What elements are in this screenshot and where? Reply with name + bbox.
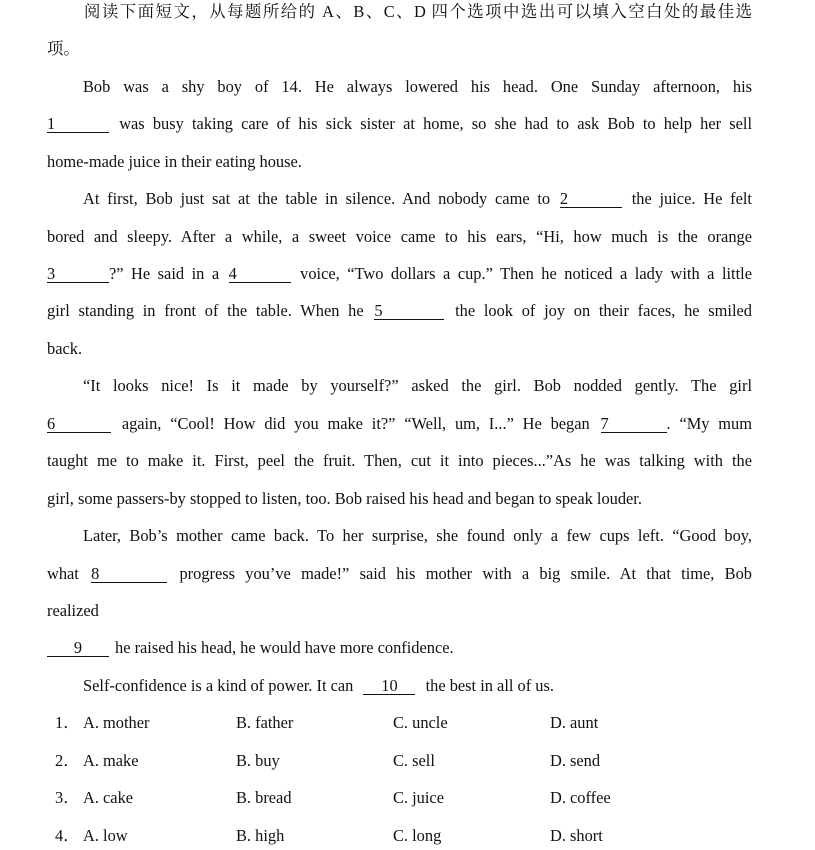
option-a: A. low xyxy=(83,826,128,845)
passage-text: again, “Cool! How did you make it?” “Well, um, I...” He began xyxy=(121,414,590,433)
option-d: D. send xyxy=(550,751,601,770)
option-c: C. sell xyxy=(393,751,435,770)
passage-p1-line-3: home-made juice in their eating house. xyxy=(47,152,302,171)
passage-text: progress you’ve made!” said his mother with a big smile. At that time, Bob xyxy=(179,564,752,583)
passage-text: . “My mum xyxy=(666,414,752,433)
passage-p3-line-1: “It looks nice! Is it made by yourself?” asked the girl. Bob nodded gently. The girl xyxy=(83,376,752,395)
option-a: A. mother xyxy=(83,713,150,732)
passage-p3-line-3: taught me to make it. First, peel the fruit. Then, cut it into pieces...”As he was talking with the xyxy=(47,451,752,470)
option-b: B. father xyxy=(236,713,294,732)
passage-p4-line-3: realized xyxy=(47,601,99,620)
blank-10: 10 xyxy=(363,677,415,695)
option-c: C. juice xyxy=(393,788,444,807)
passage-p4-line-4 xyxy=(47,638,752,658)
passage-p1-line-1: Bob was a shy boy of 14. He always lowered his head. One Sunday afternoon, his xyxy=(83,77,752,96)
question-number: 4． xyxy=(55,826,80,845)
option-d: D. aunt xyxy=(550,713,599,732)
option-c: C. uncle xyxy=(393,713,448,732)
option-d: D. short xyxy=(550,826,603,845)
option-a: A. make xyxy=(83,751,139,770)
passage-text: ?” He said in a xyxy=(109,264,220,283)
option-b: B. bread xyxy=(236,788,292,807)
blank-3: 3 xyxy=(47,265,109,283)
passage-p3-line-2 xyxy=(47,414,752,434)
passage-p1-line-2 xyxy=(47,114,752,134)
passage-text: voice, “Two dollars a cup.” Then he noticed a lady with a little xyxy=(300,264,752,283)
passage-p3-line-4: girl, some passers-by stopped to listen, too. Bob raised his head and began to speak louder. xyxy=(47,489,642,508)
passage-text: the best in all of us. xyxy=(425,676,554,695)
blank-4: 4 xyxy=(229,265,291,283)
option-b: B. buy xyxy=(236,751,280,770)
question-number: 1． xyxy=(55,713,80,732)
blank-9: 9 xyxy=(47,639,109,657)
passage-p4-line-2 xyxy=(47,564,752,584)
passage-p2-line-5: back. xyxy=(47,339,83,358)
passage-p2-line-2: bored and sleepy. After a while, a sweet voice came to his ears, “Hi, how much is the orange xyxy=(47,227,752,246)
instructions-line-1: 阅读下面短文，从每题所给的 A、B、C、D 四个选项中选出可以填入空白处的最佳选 xyxy=(84,2,752,21)
option-c: C. long xyxy=(393,826,442,845)
option-d: D. coffee xyxy=(550,788,611,807)
passage-text: was busy taking care of his sick sister at home, so she had to ask Bob to help her sell xyxy=(119,114,752,133)
blank-5: 5 xyxy=(374,302,444,320)
blank-6: 6 xyxy=(47,415,111,433)
instructions-line-2: 项。 xyxy=(47,39,80,58)
passage-text: At first, Bob just sat at the table in silence. And nobody came to xyxy=(83,189,551,208)
passage-text: the juice. He felt xyxy=(631,189,752,208)
blank-8: 8 xyxy=(91,565,167,583)
blank-1: 1 xyxy=(47,115,109,133)
option-b: B. high xyxy=(236,826,285,845)
passage-text: the look of joy on their faces, he smiled xyxy=(455,301,753,320)
passage-text: he raised his head, he would have more confidence. xyxy=(115,638,454,657)
blank-2: 2 xyxy=(560,190,622,208)
question-number: 3． xyxy=(55,788,80,807)
option-a: A. cake xyxy=(83,788,134,807)
passage-p4-line-1: Later, Bob’s mother came back. To her surprise, she found only a few cups left. “Good boy, xyxy=(83,526,752,545)
passage-p2-line-3 xyxy=(47,264,752,284)
blank-7: 7 xyxy=(601,415,667,433)
passage-text: Self-confidence is a kind of power. It can xyxy=(83,676,354,695)
passage-p2-line-4 xyxy=(47,301,752,321)
passage-text: girl standing in front of the table. When he xyxy=(47,301,364,320)
passage-p5-line-1 xyxy=(83,676,788,696)
passage-text: what xyxy=(47,564,79,583)
passage-p2-line-1 xyxy=(83,189,752,209)
question-number: 2． xyxy=(55,751,80,770)
